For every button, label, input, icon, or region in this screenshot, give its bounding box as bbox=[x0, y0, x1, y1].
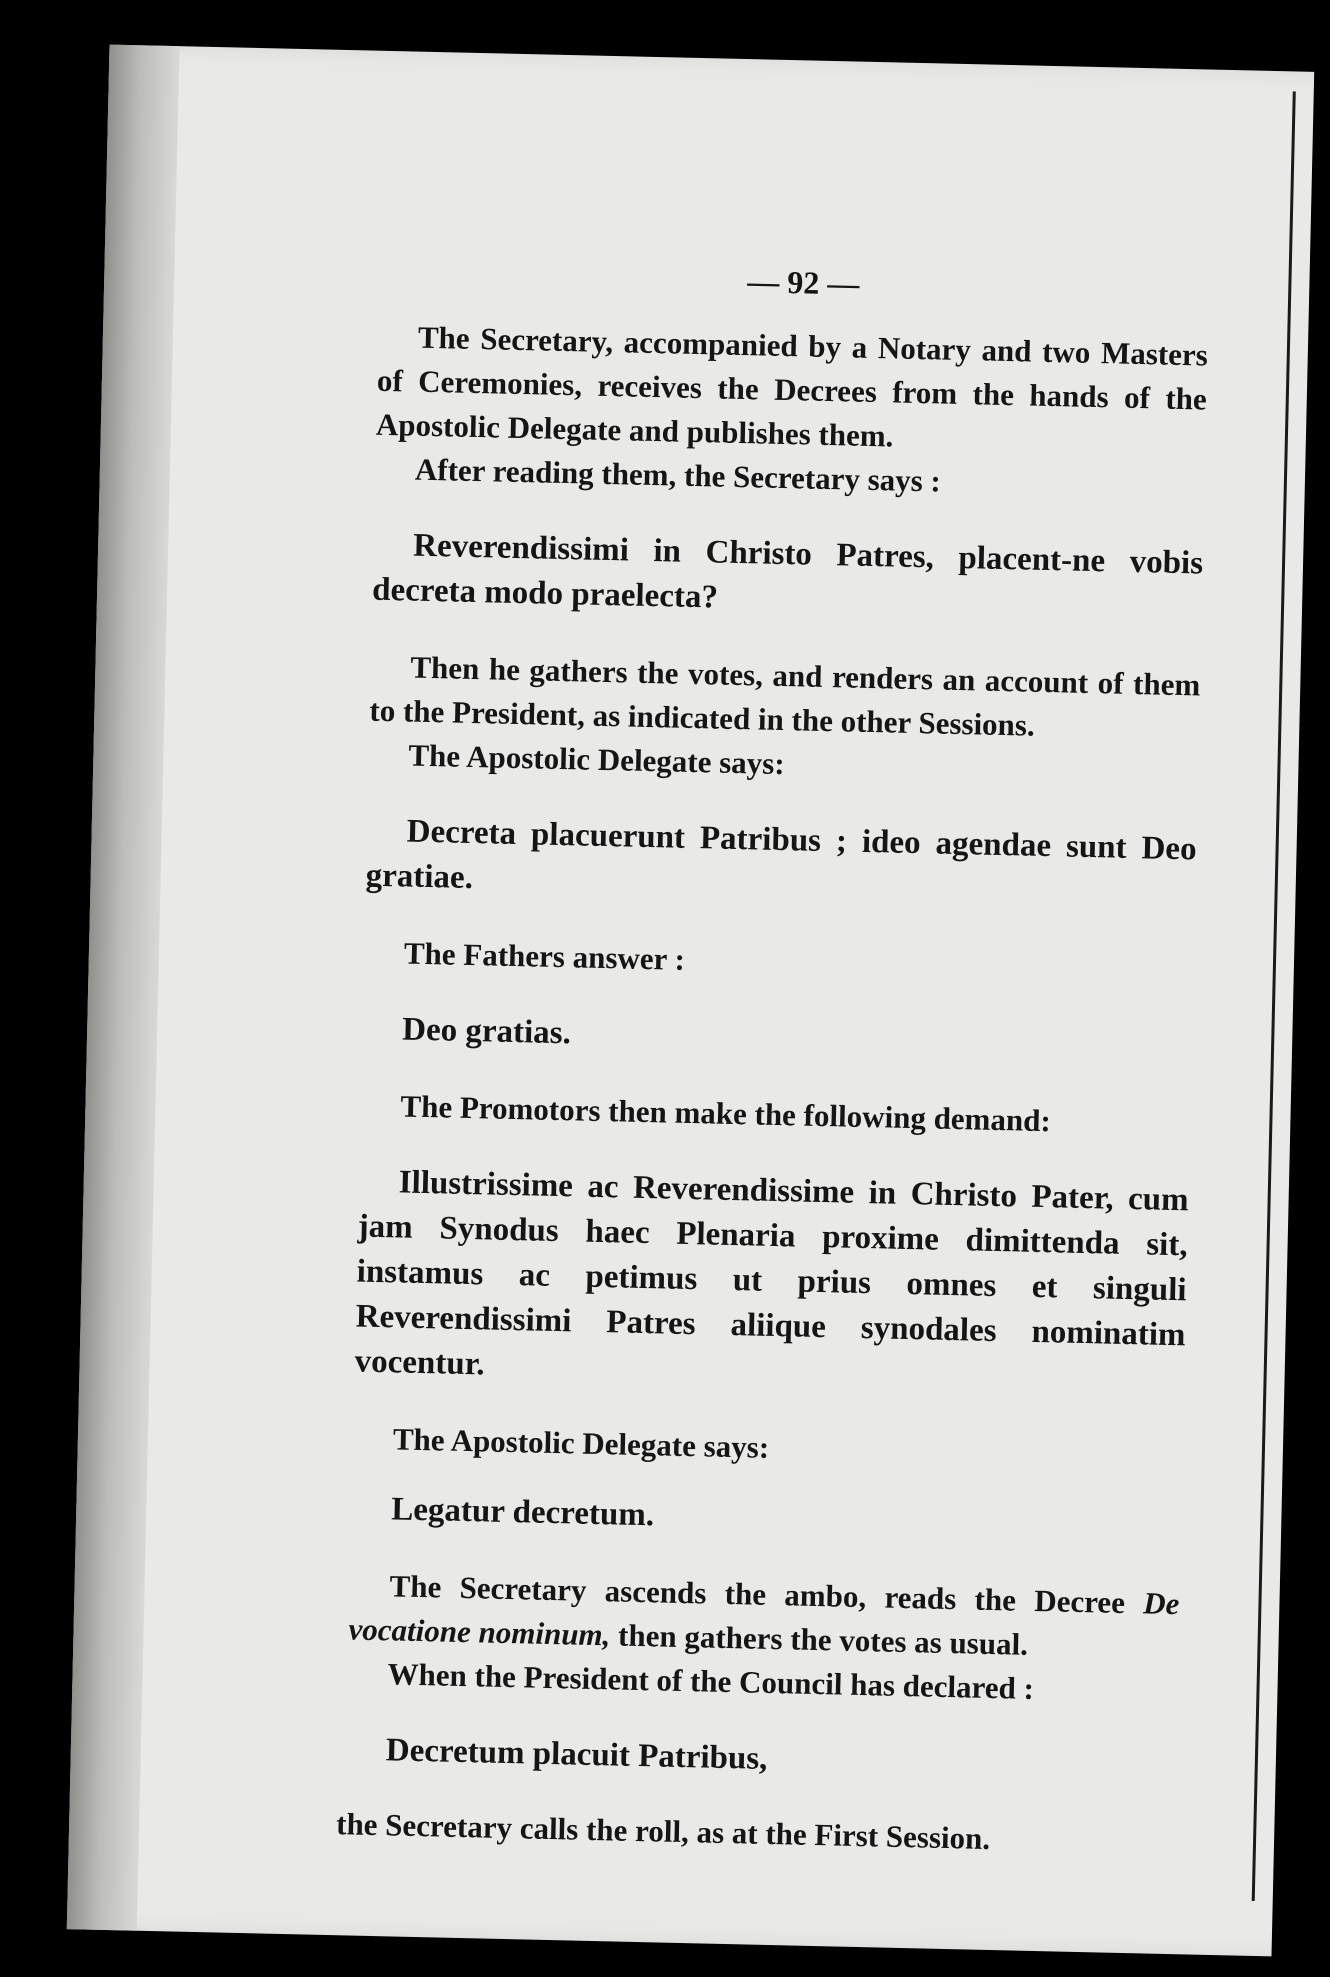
page-edge-line bbox=[1252, 91, 1296, 1900]
paragraph-latin-question: Reverendissimi in Christo Patres, placent-ne vobis decreta modo praelecta? bbox=[371, 527, 1204, 616]
paragraph-illustrissime: Illustrissime ac Reverendissime in Christo Pater, cum jam Synodus haec Plenaria proxime dimittenda sit, instamus ac petimus ut prius omnes et singuli Reverendissimi Patres aliique synodales nominatim vocentur. bbox=[354, 1164, 1190, 1383]
paragraph-legatur-decretum: Legatur decretum. bbox=[390, 1491, 655, 1534]
paragraph-secretary-says: After reading them, the Secretary says : bbox=[414, 451, 942, 499]
decree-title: De vocatione nominum, bbox=[348, 1585, 1180, 1653]
paragraph-gathers-votes: Then he gathers the votes, and renders an account of them to the President, as indicated in the other Sessions. bbox=[369, 649, 1201, 743]
paragraph-delegate-says-1: The Apostolic Delegate says: bbox=[408, 737, 786, 782]
paragraph-secretary-receives: The Secretary, accompanied by a Notary and two Masters of Ceremonies, receives the Decrees from the hands of the Apostolic Delegate and publishes them. bbox=[375, 319, 1209, 454]
paragraph-decretum-placuit: Decretum placuit Patribus, bbox=[385, 1732, 768, 1777]
book-spine-shadow bbox=[67, 45, 180, 1931]
paragraph-promotors-demand: The Promotors then make the following demand: bbox=[400, 1088, 1052, 1139]
paragraph-fathers-answer: The Fathers answer : bbox=[403, 935, 686, 977]
paragraph-secretary-ascends-start: The Secretary ascends the ambo, reads the Decree bbox=[389, 1568, 1144, 1621]
paragraph-calls-roll: the Secretary calls the roll, as at the First Session. bbox=[335, 1806, 991, 1857]
paragraph-decreta-placuerunt: Decreta placuerunt Patribus ; ideo agendae sunt Deo gratiae. bbox=[365, 813, 1197, 897]
book-page bbox=[67, 45, 1314, 1957]
paragraph-delegate-says-2: The Apostolic Delegate says: bbox=[392, 1421, 770, 1465]
paragraph-president-declared: When the President of the Council has declared : bbox=[387, 1656, 1035, 1706]
page-number: — 92 — bbox=[746, 263, 860, 302]
page-text bbox=[335, 251, 1210, 1865]
paragraph-secretary-ascends-end: then gathers the votes as usual. bbox=[610, 1617, 1029, 1662]
paragraph-deo-gratias: Deo gratias. bbox=[401, 1011, 572, 1052]
